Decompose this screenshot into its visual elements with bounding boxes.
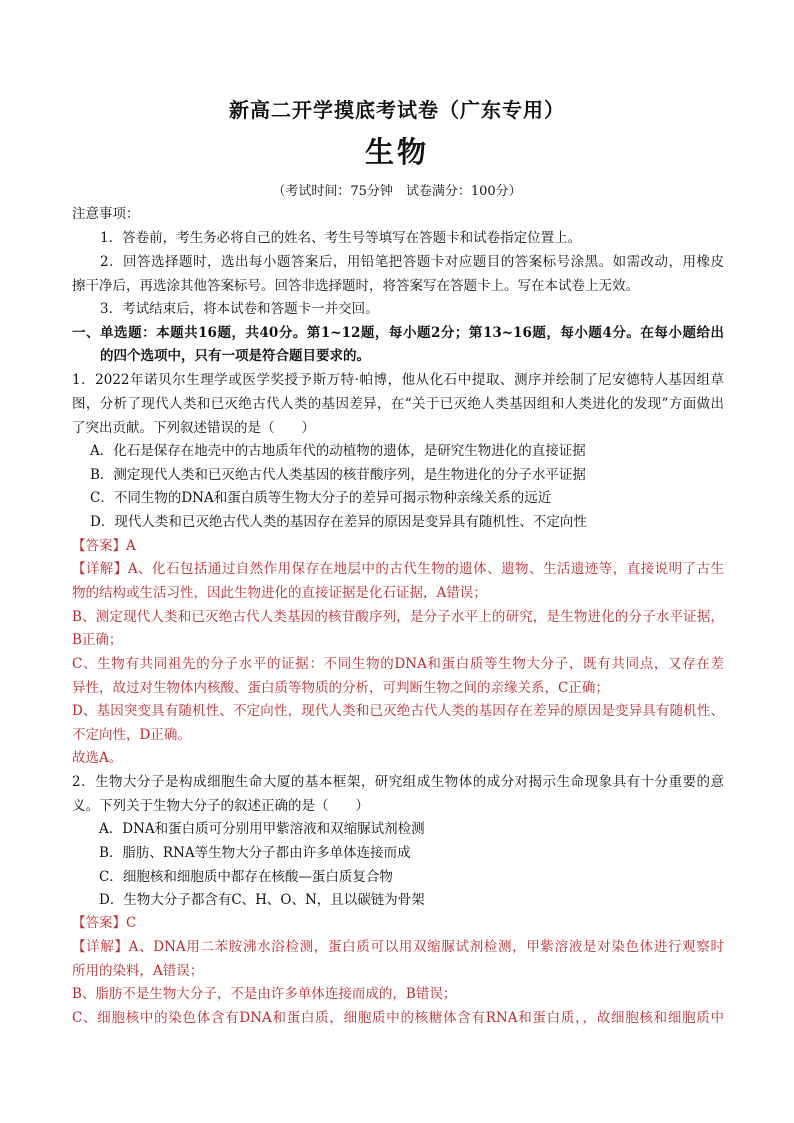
note-2-line-2: 擦干净后，再选涂其他答案标号。回答非选择题时，将答案写在答题卡上。写在本试卷上无效。: [72, 278, 639, 294]
q2-explanation-c: C、细胞核中的染色体含有DNA和蛋白质，细胞质中的核糖体含有RNA和蛋白质，，故细胞核和细胞质中: [72, 1010, 724, 1026]
q2-stem-line-1: 2．生物大分子是构成细胞生命大厦的基本框架，研究组成生物体的成分对揭示生命现象具有十分重要的意: [72, 774, 724, 790]
q1-option-a: A．化石是保存在地壳中的古地质年代的动植物的遗体，是研究生物进化的直接证据: [90, 443, 586, 459]
exam-info: （考试时间：75分钟 试卷满分：100分）: [272, 184, 522, 199]
subject-title: 生物: [364, 135, 429, 169]
q1-answer: 【答案】A: [72, 538, 136, 554]
q1-option-b: B．测定现代人类和已灭绝古代人类基因的核苷酸序列，是生物进化的分子水平证据: [90, 467, 586, 483]
q2-explanation-a-line-1: 【详解】A、DNA用二苯胺沸水浴检测，蛋白质可以用双缩脲试剂检测，甲紫溶液是对染色体进行观察时: [72, 939, 724, 955]
q1-explanation-b-line-1: B、测定现代人类和已灭绝古代人类基因的核苷酸序列，是分子水平上的研究，是生物进化的分子水平证据，: [72, 609, 724, 625]
q1-stem-line-3: 了突出贡献。下列叙述错误的是（ ）: [72, 420, 315, 436]
q1-explanation-d-line-1: D、基因突变具有随机性、不定向性，现代人类和已灭绝古代人类的基因存在差异的原因是变异具有随机性、: [72, 703, 724, 719]
q2-option-b: B．脂肪、RNA等生物大分子都由许多单体连接而成: [99, 845, 411, 861]
q1-explanation-b-line-2: B正确；: [72, 632, 123, 648]
q1-final-choice: 故选A。: [72, 750, 123, 766]
note-2-line-1: 2．回答选择题时，选出每小题答案后，用铅笔把答题卡对应题目的答案标号涂黑。如需改动，用橡皮: [100, 254, 724, 270]
q2-explanation-b: B、脂肪不是生物大分子，不是由许多单体连接而成的，B错误；: [72, 986, 457, 1002]
q2-option-c: C．细胞核和细胞质中都存在核酸—蛋白质复合物: [99, 869, 393, 885]
exam-title: 新高二开学摸底考试卷（广东专用）: [229, 98, 565, 122]
section-heading-line-2: 的四个选项中，只有一项是符合题目要求的。: [100, 348, 370, 364]
q1-option-d: D．现代人类和已灭绝古代人类的基因存在差异的原因是变异具有随机性、不定向性: [90, 514, 587, 530]
q1-stem-line-2: 图，分析了现代人类和已灭绝古代人类的基因差异，在“关于已灭绝人类基因组和人类进化的发现”方面做出: [72, 396, 724, 412]
notes-heading: 注意事项：: [72, 206, 140, 222]
q1-explanation-c-line-1: C、生物有共同祖先的分子水平的证据：不同生物的DNA和蛋白质等生物大分子，既有共同点，又存在差: [72, 656, 724, 672]
q1-explanation-a-line-1: 【详解】A、化石包括通过自然作用保存在地层中的古代生物的遗体、遗物、生活遗迹等，直接说明了古生: [72, 561, 724, 577]
q1-stem-line-1: 1．2022年诺贝尔生理学或医学奖授予斯万特·帕博，他从化石中提取、测序并绘制了尼安德特人基因组草: [72, 372, 724, 388]
q1-explanation-a-line-2: 物的结构或生活习性，因此生物进化的直接证据是化石证据，A错误；: [72, 585, 487, 601]
note-1: 1．答卷前，考生务必将自己的姓名、考生号等填写在答题卡和试卷指定位置上。: [100, 230, 582, 246]
q2-option-a: A．DNA和蛋白质可分别用甲紫溶液和双缩脲试剂检测: [99, 821, 425, 837]
q2-stem-line-2: 义。下列关于生物大分子的叙述正确的是（ ）: [72, 798, 369, 814]
q1-option-c: C．不同生物的DNA和蛋白质等生物大分子的差异可揭示物种亲缘关系的远近: [90, 490, 552, 506]
section-heading-line-1: 一、单选题：本题共16题，共40分。第1~12题，每小题2分；第13~16题，每小题4分。在每小题给出: [72, 325, 724, 341]
q2-explanation-a-line-2: 所用的染料，A错误；: [72, 963, 204, 979]
q2-answer: 【答案】C: [72, 915, 137, 931]
q1-explanation-d-line-2: 不定向性，D正确。: [72, 727, 191, 743]
note-3: 3．考试结束后，将本试卷和答题卡一并交回。: [100, 301, 379, 317]
q1-explanation-c-line-2: 异性，故过对生物体内核酸、蛋白质等物质的分析，可判断生物之间的亲缘关系，C正确；: [72, 680, 609, 696]
q2-option-d: D．生物大分子都含有C、H、O、N，且以碳链为骨架: [99, 892, 425, 908]
